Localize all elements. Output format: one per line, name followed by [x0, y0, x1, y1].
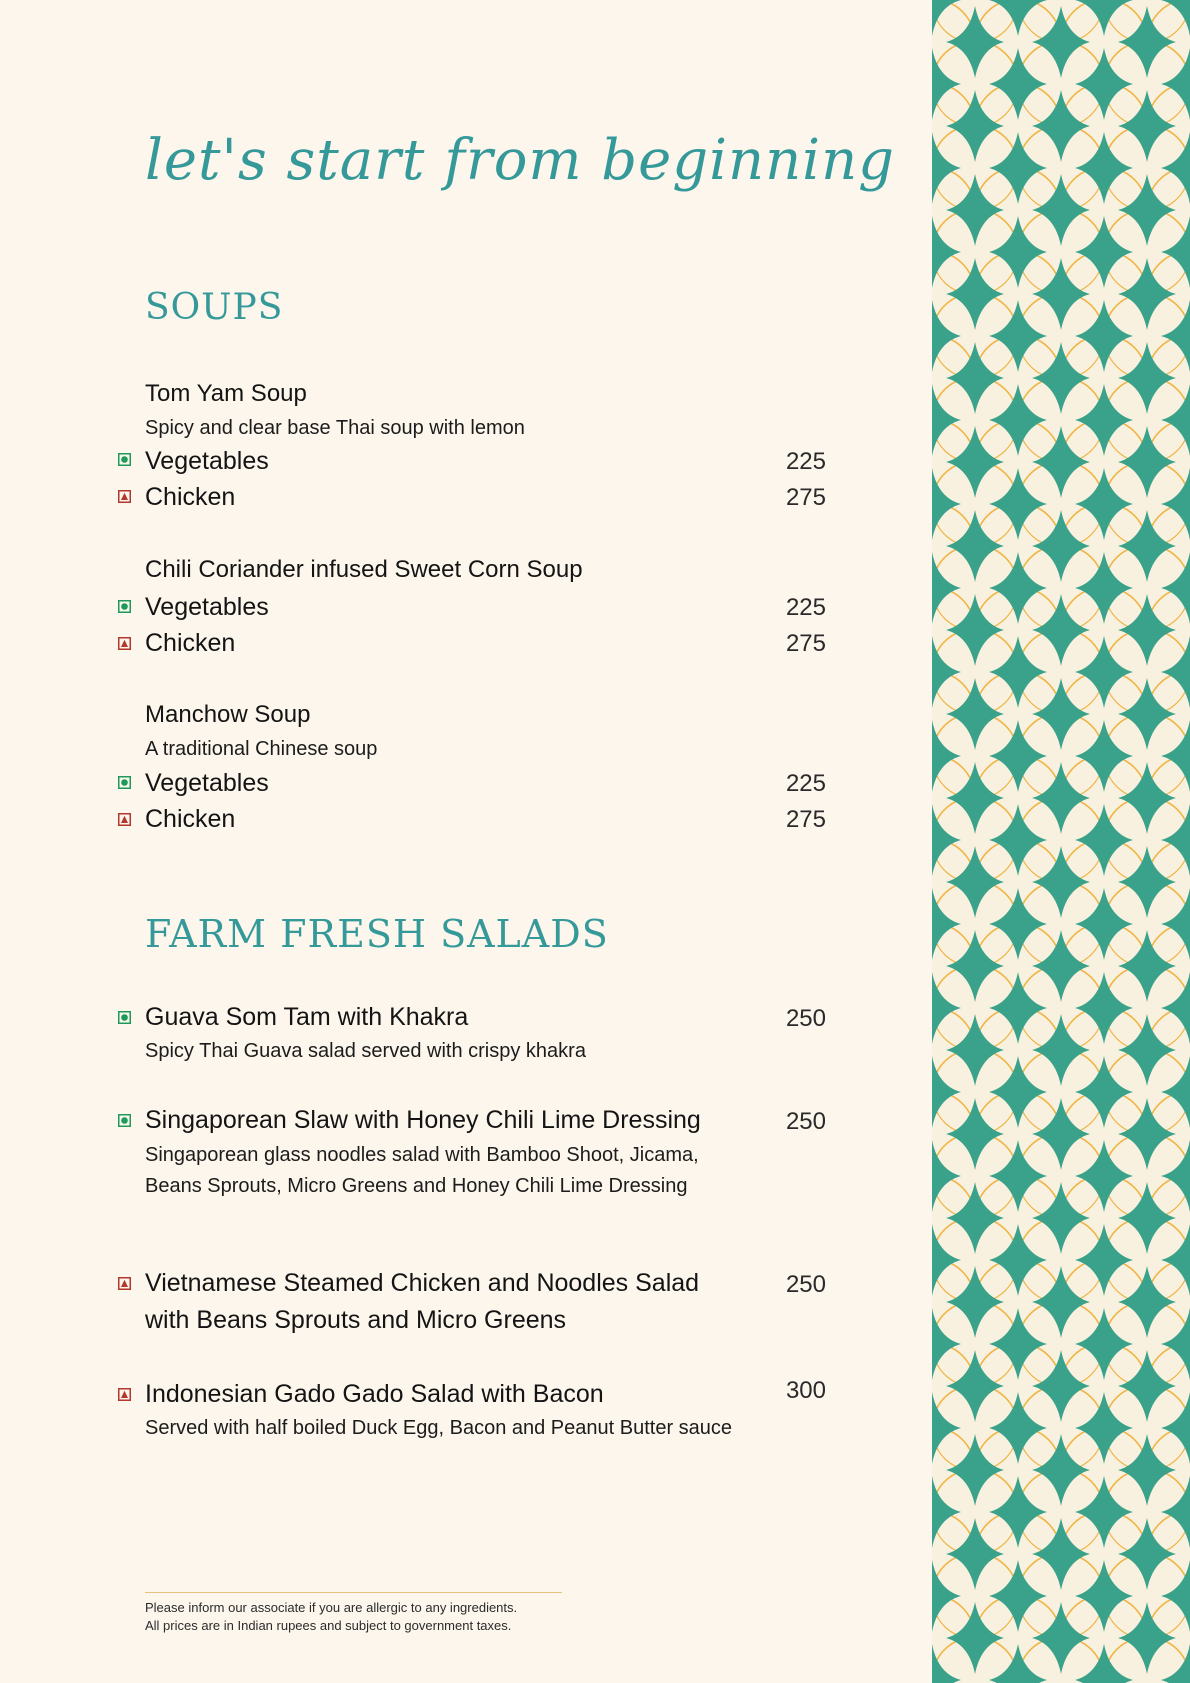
menu-item-price: 250	[785, 1271, 826, 1298]
section-title-soups: SOUPS	[145, 287, 284, 328]
non-veg-icon	[118, 813, 131, 826]
option-label: Chicken	[145, 629, 236, 657]
veg-icon	[118, 776, 131, 789]
veg-icon	[118, 600, 131, 613]
footer-divider	[145, 1592, 562, 1593]
tax-note: All prices are in Indian rupees and subject to government taxes.	[145, 1618, 512, 1633]
option-label: Chicken	[145, 805, 236, 833]
allergy-note: Please inform our associate if you are allergic to any ingredients.	[145, 1600, 518, 1615]
page-tagline: let's start from beginning	[145, 128, 896, 193]
menu-item-price: 250	[785, 1005, 826, 1032]
option-label: Vegetables	[145, 593, 269, 621]
option-price: 225	[785, 448, 826, 475]
option-price: 225	[785, 594, 826, 621]
veg-icon	[118, 453, 131, 466]
menu-item-description: Spicy Thai Guava salad served with crispy khakra	[145, 1040, 586, 1062]
menu-item-name: Singaporean Slaw with Honey Chili Lime Dressing	[145, 1106, 701, 1134]
menu-item-description: A traditional Chinese soup	[145, 738, 378, 760]
menu-item-description: Spicy and clear base Thai soup with lemon	[145, 417, 525, 439]
non-veg-icon	[118, 490, 131, 503]
option-price: 275	[785, 484, 826, 511]
veg-icon	[118, 1114, 131, 1127]
section-title-salads: FARM FRESH SALADS	[145, 912, 609, 956]
menu-item-name: Guava Som Tam with Khakra	[145, 1003, 469, 1031]
non-veg-icon	[118, 1388, 131, 1401]
option-label: Vegetables	[145, 769, 269, 797]
non-veg-icon	[118, 1277, 131, 1290]
decorative-pattern	[932, 0, 1190, 1683]
menu-item-name: Manchow Soup	[145, 701, 311, 728]
menu-item-name-continued: with Beans Sprouts and Micro Greens	[145, 1306, 567, 1334]
non-veg-icon	[118, 637, 131, 650]
menu-item-name: Chili Coriander infused Sweet Corn Soup	[145, 556, 583, 583]
menu-item-name: Indonesian Gado Gado Salad with Bacon	[145, 1380, 604, 1408]
option-price: 275	[785, 630, 826, 657]
option-price: 225	[785, 770, 826, 797]
option-label: Vegetables	[145, 447, 269, 475]
veg-icon	[118, 1011, 131, 1024]
menu-item-description: Served with half boiled Duck Egg, Bacon and Peanut Butter sauce	[145, 1417, 733, 1439]
menu-item-price: 300	[785, 1377, 826, 1404]
menu-item-price: 250	[785, 1108, 826, 1135]
option-price: 275	[785, 806, 826, 833]
menu-item-name: Vietnamese Steamed Chicken and Noodles Salad	[145, 1269, 700, 1297]
option-label: Chicken	[145, 483, 236, 511]
menu-item-description: Singaporean glass noodles salad with Bamboo Shoot, Jicama, Beans Sprouts, Micro Greens and Honey Chili Lime Dressing	[145, 1144, 699, 1197]
menu-item-name: Tom Yam Soup	[145, 380, 307, 407]
